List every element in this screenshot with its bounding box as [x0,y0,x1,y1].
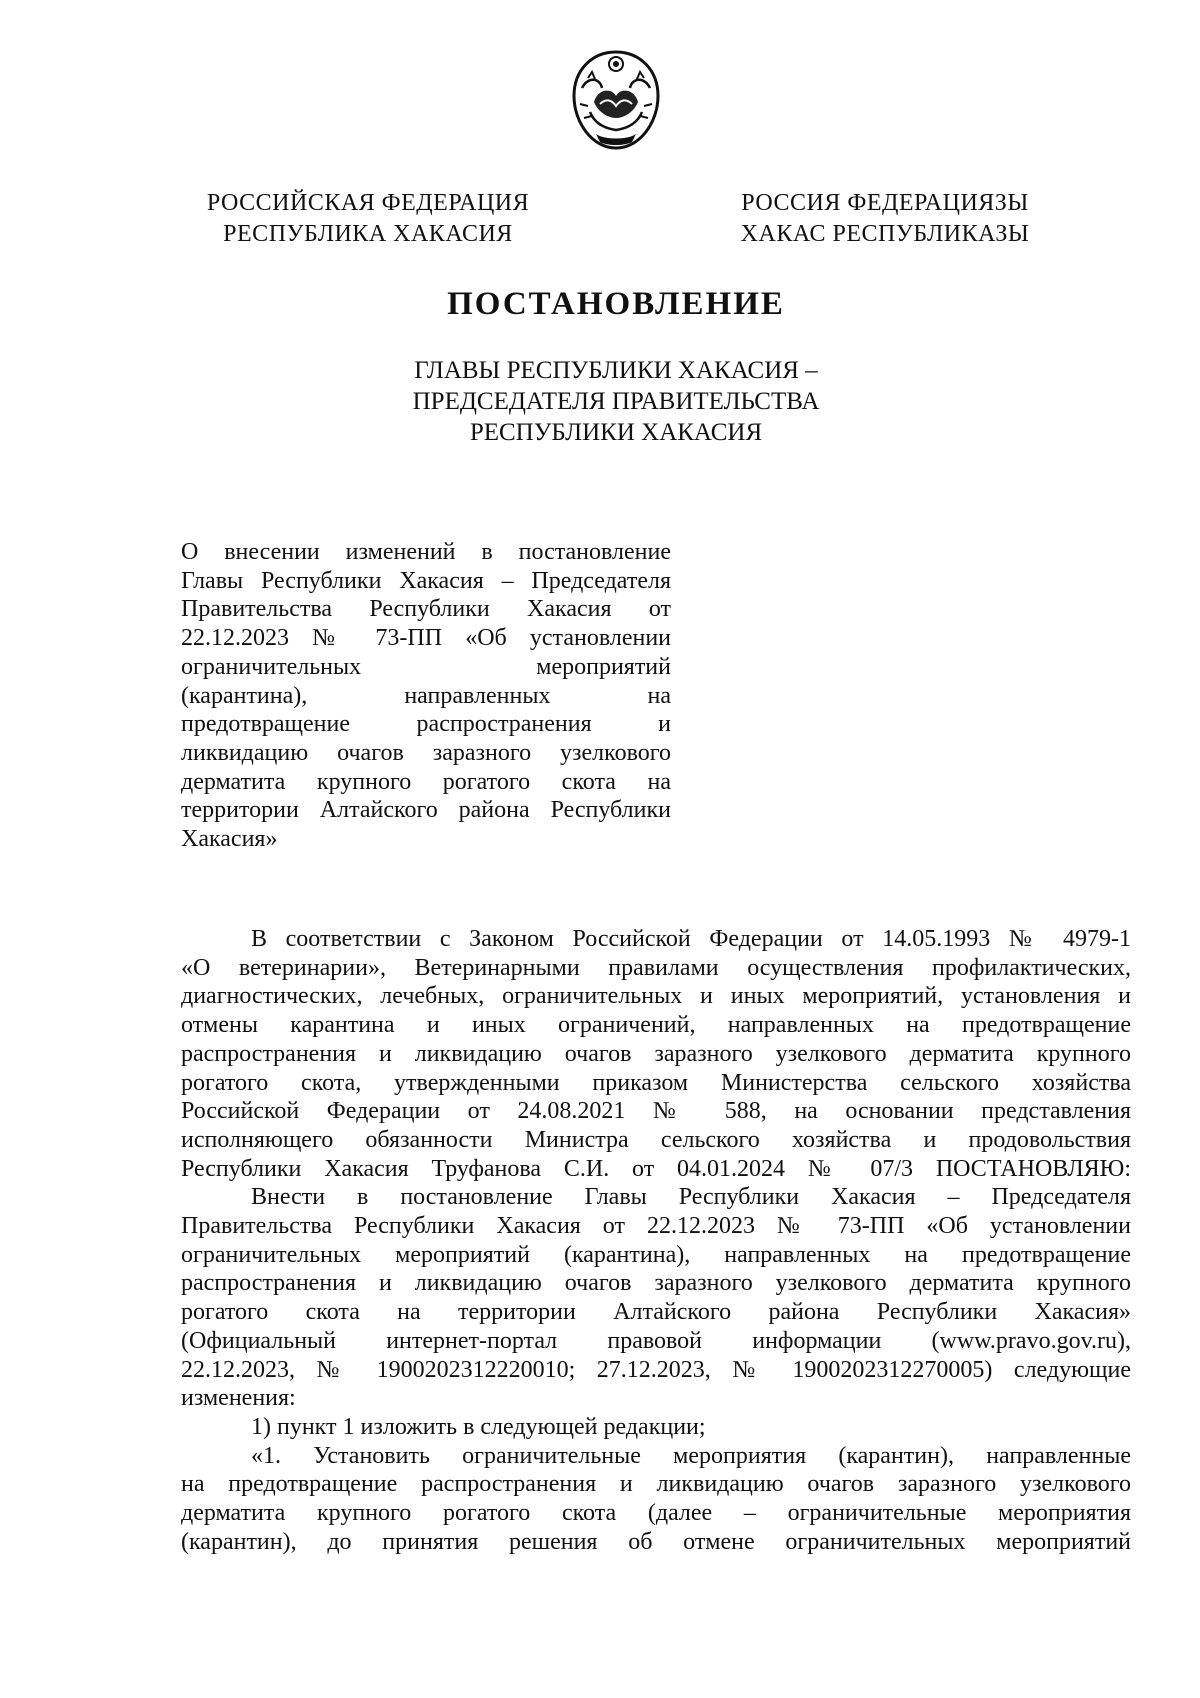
body-paragraph-2 [181,1183,1131,1413]
subject-line: ликвидацию очагов заразного узелкового [181,739,671,766]
subject-line: предотвращение распространения и [181,711,671,738]
header-khakas-line-1: РОССИЯ ФЕДЕРАЦИЯЗЫ [741,190,1029,216]
header-russian [168,188,568,250]
subtitle-line-3: РЕСПУБЛИКИ ХАКАСИЯ [469,419,763,446]
body-line: рогатого скота на территории Алтайского района Республики Хакасия» [181,1299,1131,1326]
body-line: рогатого скота, утвержденными приказом Министерства сельского хозяйства [181,1069,1131,1096]
subject-line: ограничительных мероприятий [181,653,671,680]
document-title: ПОСТАНОВЛЕНИЕ [447,286,785,322]
body-line: Правительства Республики Хакасия от 22.12.2023 № 73-ПП «Об установлении [181,1213,1131,1240]
body-line: (Официальный интернет-портал правовой информации (www.pravo.gov.ru), [181,1327,1131,1354]
header-russian-line-2: РЕСПУБЛИКА ХАКАСИЯ [223,221,513,247]
body-line: 1) пункт 1 изложить в следующей редакции; [251,1413,706,1440]
body-line: распространения и ликвидацию очагов заразного узелкового дерматита крупного [181,1270,1131,1297]
body-line: (карантин), до принятия решения об отмене ограничительных мероприятий [181,1528,1131,1555]
body-line: диагностических, лечебных, ограничительных и иных мероприятий, установления и [181,983,1131,1010]
body-paragraph-3 [181,1413,1131,1442]
body-line: дерматита крупного рогатого скота (далее – ограничительные мероприятия [181,1500,1131,1527]
body-line: распространения и ликвидацию очагов заразного узелкового дерматита крупного [181,1040,1131,1067]
subtitle-line-2: ПРЕДСЕДАТЕЛЯ ПРАВИТЕЛЬСТВА [412,388,820,415]
body-paragraph-4 [181,1442,1131,1557]
body-line: исполняющего обязанности Министра сельского хозяйства и продовольствия [181,1126,1131,1153]
body-line: Внести в постановление Главы Республики Хакасия – Председателя [251,1184,1131,1211]
header-khakas-line-2: ХАКАС РЕСПУБЛИКАЗЫ [740,221,1030,247]
body-line: ограничительных мероприятий (карантина), направленных на предотвращение [181,1241,1131,1268]
subject-line: Правительства Республики Хакасия от [181,596,671,623]
document-subtitle [0,355,1200,448]
subject-line: (карантина), направленных на [181,682,671,709]
body-line: 22.12.2023, № 1900202312220010; 27.12.2023, № 1900202312270005) следующие [181,1356,1131,1383]
body-line: Республики Хакасия Труфанова С.И. от 04.01.2024 № 07/3 ПОСТАНОВЛЯЮ: [181,1155,1131,1182]
subject-line: О внесении изменений в постановление [181,539,671,565]
body-line: «1. Установить ограничительные мероприятия (карантин), направленные [251,1442,1131,1469]
subject-line: Хакасия» [181,826,278,853]
body-line: Российской Федерации от 24.08.2021 № 588, на основании представления [181,1098,1131,1125]
subject-line: 22.12.2023 № 73-ПП «Об установлении [181,625,671,652]
coat-of-arms-emblem [568,48,664,152]
subject-line: Главы Республики Хакасия – Председателя [181,567,671,594]
subtitle-line-1: ГЛАВЫ РЕСПУБЛИКИ ХАКАСИЯ – [414,357,818,384]
subject-line: территории Алтайского района Республики [181,797,671,824]
body-line: на предотвращение распространения и ликвидацию очагов заразного узелкового [181,1471,1131,1498]
subject-line: дерматита крупного рогатого скота на [181,768,671,795]
body-line: «О ветеринарии», Ветеринарными правилами осуществления профилактических, [181,954,1131,981]
body-paragraph-1 [181,925,1131,1183]
body-line: изменения: [181,1385,296,1412]
body-line: отмены карантина и иных ограничений, направленных на предотвращение [181,1012,1131,1039]
coat-of-arms-icon [568,48,664,152]
document-body [181,925,1131,1556]
document-subject [181,538,671,854]
header-russian-line-1: РОССИЙСКАЯ ФЕДЕРАЦИЯ [206,190,530,216]
header-khakas [710,188,1060,250]
body-line: В соответствии с Законом Российской Федерации от 14.05.1993 № 4979-1 [251,926,1131,952]
